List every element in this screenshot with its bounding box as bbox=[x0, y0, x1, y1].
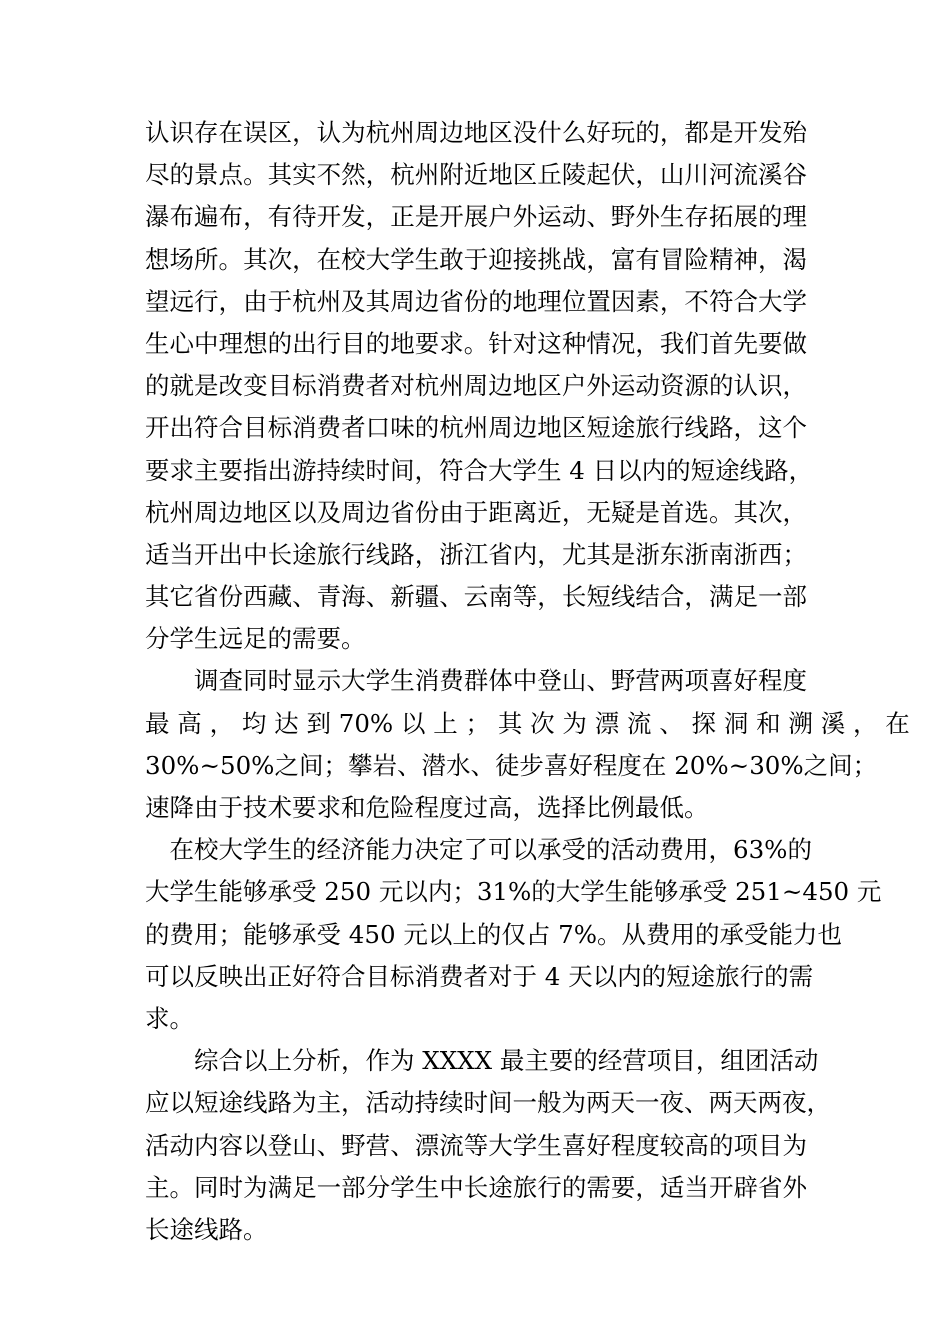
paragraph-p3 bbox=[145, 829, 882, 1040]
text-line: 的费用；能够承受 450 元以上的仅占 7%。从费用的承受能力也 bbox=[145, 919, 842, 949]
text-line: 最 高 ， 均 达 到 70% 以 上 ； 其 次 为 漂 流 、 探 洞 和 溯 溪 ， 在 bbox=[145, 708, 910, 738]
text-line: 认识存在误区，认为杭州周边地区没什么好玩的，都是开发殆 bbox=[145, 118, 807, 147]
text-line: 开出符合目标消费者口味的杭州周边地区短途旅行线路，这个 bbox=[145, 413, 807, 443]
text-line: 的就是改变目标消费者对杭州周边地区户外运动资源的认识， bbox=[145, 371, 807, 401]
text-line: 要求主要指出游持续时间，符合大学生 4 日以内的短途线路， bbox=[145, 455, 814, 485]
text-line: 调查同时显示大学生消费群体中登山、野营两项喜好程度 bbox=[145, 666, 807, 696]
text-line: 活动内容以登山、野营、漂流等大学生喜好程度较高的项目为 bbox=[145, 1130, 807, 1160]
text-line: 应以短途线路为主，活动持续时间一般为两天一夜、两天两夜， bbox=[145, 1088, 831, 1118]
text-line: 生心中理想的出行目的地要求。针对这种情况，我们首先要做 bbox=[145, 328, 807, 358]
text-line: 在校大学生的经济能力决定了可以承受的活动费用，63%的 bbox=[145, 835, 812, 865]
text-line: 主。同时为满足一部分学生中长途旅行的需要，适当开辟省外 bbox=[145, 1172, 807, 1202]
text-line: 大学生能够承受 250 元以内；31%的大学生能够承受 251~450 元 bbox=[145, 877, 882, 907]
text-line: 分学生远足的需要。 bbox=[145, 624, 366, 654]
text-line: 长途线路。 bbox=[145, 1214, 268, 1244]
text-line: 综合以上分析，作为 XXXX 最主要的经营项目，组团活动 bbox=[145, 1046, 819, 1076]
text-line: 尽的景点。其实不然，杭州附近地区丘陵起伏，山川河流溪谷 bbox=[145, 160, 807, 190]
text-line: 望远行，由于杭州及其周边省份的地理位置因素，不符合大学 bbox=[145, 286, 807, 316]
text-line: 可以反映出正好符合目标消费者对于 4 天以内的短途旅行的需 bbox=[145, 961, 814, 991]
text-line: 适当开出中长途旅行线路，浙江省内，尤其是浙东浙南浙西； bbox=[145, 539, 807, 569]
paragraph-p2 bbox=[145, 660, 910, 829]
text-line: 想场所。其次，在校大学生敢于迎接挑战，富有冒险精神，渴 bbox=[145, 244, 807, 274]
text-line: 杭州周边地区以及周边省份由于距离近，无疑是首选。其次， bbox=[145, 497, 807, 527]
text-line: 瀑布遍布，有待开发，正是开展户外运动、野外生存拓展的理 bbox=[145, 202, 807, 232]
text-line: 30%~50%之间；攀岩、潜水、徒步喜好程度在 20%~30%之间； bbox=[145, 750, 878, 780]
text-line: 速降由于技术要求和危险程度过高，选择比例最低。 bbox=[145, 793, 709, 822]
text-line: 其它省份西藏、青海、新疆、云南等，长短线结合，满足一部 bbox=[145, 582, 807, 612]
text-line: 求。 bbox=[145, 1003, 194, 1033]
paragraph-p4 bbox=[145, 1040, 831, 1251]
paragraph-p1 bbox=[145, 112, 814, 660]
document-page bbox=[145, 112, 910, 1251]
